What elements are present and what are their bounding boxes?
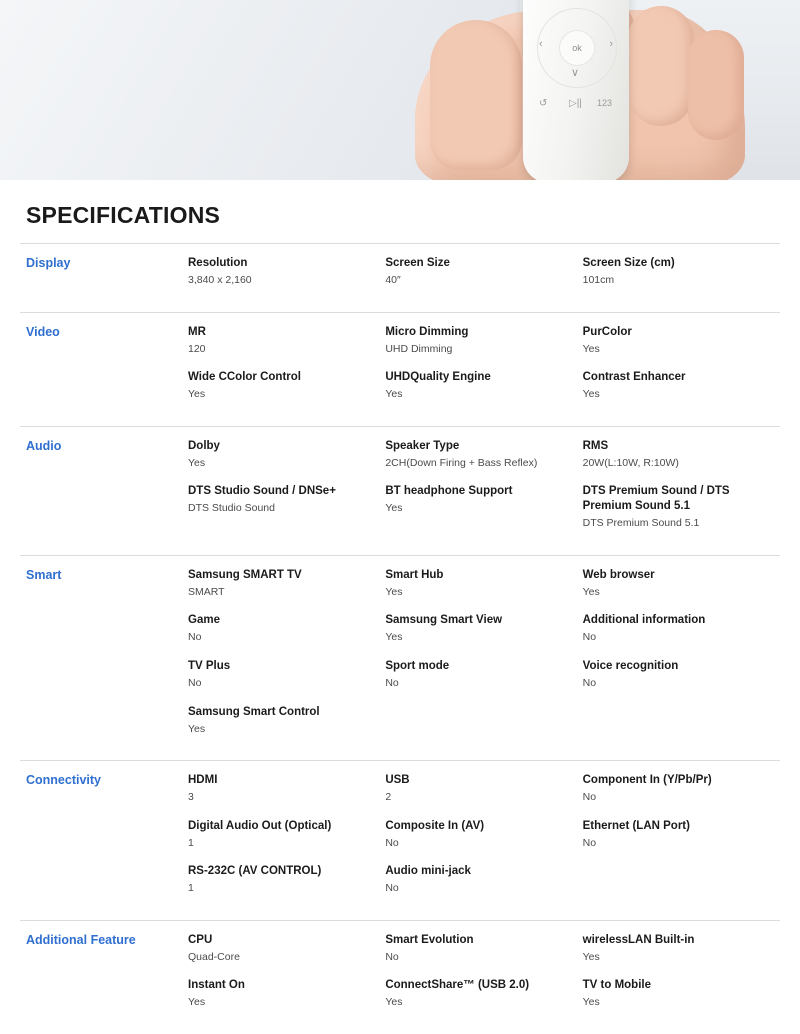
spec-item <box>583 659 780 691</box>
spec-item <box>385 613 582 645</box>
spec-section-body <box>188 325 780 416</box>
spec-section-body <box>188 773 780 910</box>
spec-item-name: TV Plus <box>188 659 231 672</box>
spec-item-value: DTS Studio Sound <box>188 502 275 515</box>
spec-item <box>385 370 582 402</box>
spec-item-name: Wide CColor Control <box>188 371 301 384</box>
spec-section-label: Smart <box>26 567 62 582</box>
spec-item <box>385 325 582 357</box>
spec-section-label: Additional Feature <box>26 932 136 947</box>
spec-item-name: Composite In (AV) <box>385 819 485 832</box>
spec-item-name: Dolby <box>188 439 220 452</box>
spec-item <box>583 325 780 357</box>
spec-item <box>188 256 385 288</box>
spec-section <box>20 920 780 1034</box>
finger-shape <box>628 6 694 126</box>
spec-item-name: BT headphone Support <box>385 485 513 498</box>
spec-item <box>583 819 780 851</box>
spec-item <box>385 568 582 600</box>
spec-item-value: Yes <box>188 996 206 1009</box>
spec-item <box>188 568 385 600</box>
spec-item-value: Yes <box>188 388 206 401</box>
spec-section <box>20 426 780 555</box>
spec-section <box>20 760 780 920</box>
spec-item <box>188 933 385 965</box>
spec-item-value: 120 <box>188 342 206 355</box>
spec-item-value: SMART <box>188 585 225 598</box>
spec-item <box>583 439 780 471</box>
spec-item <box>583 484 780 531</box>
spec-item <box>385 484 582 531</box>
finger-shape <box>688 30 744 140</box>
spec-item-name: Screen Size <box>385 257 450 269</box>
spec-item <box>188 370 385 402</box>
spec-item-name: Speaker Type <box>385 439 460 452</box>
spec-item <box>385 933 582 965</box>
spec-item-value: Yes <box>385 585 403 598</box>
spec-item-value: 101cm <box>582 273 615 286</box>
spec-item <box>385 659 582 691</box>
spec-section-body <box>188 256 780 302</box>
spec-item <box>188 325 385 357</box>
spec-item-value: No <box>385 882 399 895</box>
spec-item-name: Micro Dimming <box>385 325 469 338</box>
spec-item-value: Yes <box>385 502 403 515</box>
spec-item-value: No <box>582 676 597 689</box>
spec-item-name: MR <box>188 325 206 338</box>
specifications-sheet <box>0 202 800 1034</box>
spec-item-value: No <box>582 631 597 644</box>
spec-item-name: Screen Size (cm) <box>582 257 675 269</box>
spec-item-name: CPU <box>188 933 213 946</box>
spec-item-name: Audio mini-jack <box>385 865 471 878</box>
spec-item <box>385 978 582 1010</box>
spec-section <box>20 243 780 312</box>
spec-item <box>188 439 385 471</box>
spec-item <box>583 978 780 1010</box>
spec-item-name: Smart Evolution <box>385 933 474 946</box>
spec-item-value: Yes <box>582 996 600 1009</box>
spec-item <box>583 773 780 805</box>
spec-item-value: Yes <box>385 631 403 644</box>
spec-item <box>583 568 780 600</box>
spec-item-value: Yes <box>582 388 600 401</box>
spec-item-name: Samsung SMART TV <box>188 568 302 581</box>
spec-item-name: Resolution <box>188 257 248 269</box>
spec-item <box>188 659 385 691</box>
spec-item <box>583 370 780 402</box>
spec-item-name: RS-232C (AV CONTROL) <box>188 865 322 878</box>
spec-item-name: Samsung Smart View <box>385 614 503 627</box>
spec-item-name: DTS Studio Sound / DNSe+ <box>188 485 336 498</box>
spec-item-name: Additional information <box>582 614 706 627</box>
spec-item-value: 1 <box>188 836 194 849</box>
spec-item <box>188 613 385 645</box>
spec-item <box>583 256 780 288</box>
spec-item <box>385 256 582 288</box>
spec-section-label: Display <box>26 256 71 270</box>
spec-item-name: DTS Premium Sound / DTS Premium Sound 5.1 <box>582 485 730 513</box>
spec-item <box>385 819 582 851</box>
remote-right-arrow-icon: › <box>609 38 613 50</box>
spec-item <box>188 978 385 1010</box>
spec-item-name: Sport mode <box>385 659 450 672</box>
spec-item-value: Quad-Core <box>188 950 240 963</box>
spec-item-value: 1 <box>188 882 194 895</box>
spec-item-name: TV to Mobile <box>582 979 651 992</box>
spec-item-name: USB <box>385 774 410 787</box>
spec-item-value: Yes <box>188 456 206 469</box>
spec-item-name: Digital Audio Out (Optical) <box>188 819 332 832</box>
spec-item <box>385 773 582 805</box>
spec-item-name: Samsung Smart Control <box>188 705 320 718</box>
spec-item-value: 40″ <box>385 273 401 286</box>
spec-item-value: Yes <box>582 950 600 963</box>
remote-ok-button: ok <box>559 30 595 66</box>
smart-remote-control <box>523 0 629 180</box>
spec-item-value: UHD Dimming <box>385 342 453 355</box>
spec-section <box>20 312 780 426</box>
spec-item <box>583 613 780 645</box>
spec-item-value: 3,840 x 2,160 <box>188 273 252 286</box>
spec-section-label: Connectivity <box>26 773 102 788</box>
spec-item-name: Game <box>188 614 220 627</box>
spec-item-value: 2 <box>385 791 392 804</box>
hero-product-image <box>0 0 800 180</box>
spec-item-name: Voice recognition <box>582 659 679 672</box>
spec-item-value: Yes <box>188 722 206 735</box>
spec-section-label: Audio <box>26 438 62 453</box>
spec-item-value: 3 <box>188 791 194 804</box>
spec-item-name: Smart Hub <box>385 568 444 581</box>
spec-item-value: No <box>385 836 399 849</box>
spec-section-body <box>188 439 780 545</box>
spec-section-body <box>188 568 780 750</box>
spec-item-value: No <box>582 791 597 804</box>
spec-item-name: RMS <box>582 439 609 452</box>
spec-item <box>188 484 385 531</box>
spec-section-label: Video <box>26 324 60 339</box>
spec-item-name: Ethernet (LAN Port) <box>582 819 690 832</box>
spec-item-name: UHDQuality Engine <box>385 371 491 384</box>
remote-back-icon: ↺ <box>539 98 548 109</box>
spec-item-name: Web browser <box>582 568 655 581</box>
spec-item-value: Yes <box>582 342 600 355</box>
spec-item-name: Component In (Y/Pb/Pr) <box>582 774 712 787</box>
spec-item-value: No <box>385 950 399 963</box>
finger-shape <box>430 20 522 170</box>
spec-item-name: Contrast Enhancer <box>582 371 686 384</box>
spec-item-value: No <box>188 631 202 644</box>
spec-item <box>188 773 385 805</box>
spec-item <box>583 933 780 965</box>
remote-left-arrow-icon: ‹ <box>539 38 543 50</box>
spec-item-value: 2CH(Down Firing + Bass Reflex) <box>385 456 538 469</box>
remote-numeric-icon: 123 <box>597 98 613 108</box>
spec-item-value: Yes <box>385 388 403 401</box>
remote-down-arrow-icon: ∨ <box>571 67 580 79</box>
spec-item-name: PurColor <box>582 325 632 338</box>
spec-section <box>20 555 780 760</box>
spec-item-name: ConnectShare™ (USB 2.0) <box>385 979 530 992</box>
spec-item-value: DTS Premium Sound 5.1 <box>582 517 700 530</box>
spec-item-value: 20W(L:10W, R:10W) <box>582 456 679 469</box>
spec-item-name: HDMI <box>188 774 218 787</box>
spec-item-value: Yes <box>582 585 600 598</box>
spec-section-body <box>188 933 780 1024</box>
specification-sections <box>20 243 780 1034</box>
spec-item-value: Yes <box>385 996 403 1009</box>
spec-item <box>385 439 582 471</box>
spec-item-value: No <box>188 676 202 689</box>
spec-item <box>188 864 385 896</box>
spec-item <box>188 819 385 851</box>
spec-item <box>188 705 385 737</box>
spec-item-name: Instant On <box>188 979 245 992</box>
spec-item <box>385 864 582 896</box>
page-title: SPECIFICATIONS <box>26 202 221 228</box>
spec-item-name: wirelessLAN Built-in <box>582 933 695 946</box>
remote-playpause-icon: ▷|| <box>569 98 582 109</box>
spec-item-value: No <box>582 836 597 849</box>
spec-item-value: No <box>385 676 399 689</box>
